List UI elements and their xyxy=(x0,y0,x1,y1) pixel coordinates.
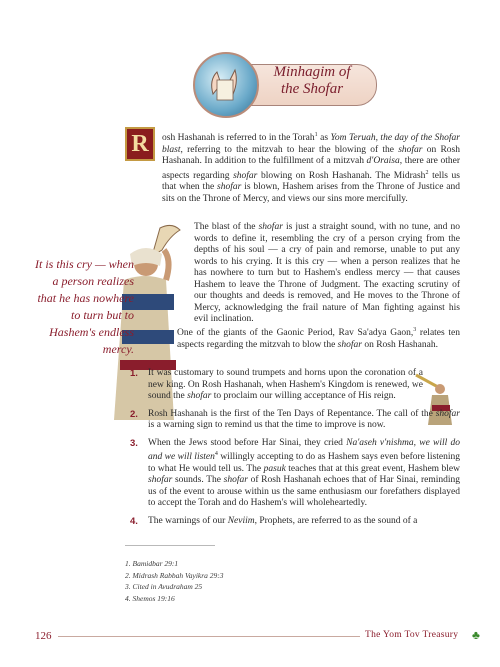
footnote: 3. Cited in Avudraham 25 xyxy=(125,582,203,591)
list-item: 2. Rosh Hashanah is the first of the Ten Days of Repentance. The call of the shofar is a warning sign to remind us that the time to improve is now. xyxy=(130,408,460,430)
chapter-header xyxy=(193,52,379,116)
footnote: 1. Bamidbar 29:1 xyxy=(125,559,179,568)
list-item: 4. The warnings of our Neviim, Prophets, are referred to as the sound of a xyxy=(130,515,418,527)
page-number: 126 xyxy=(35,630,52,642)
clover-icon: ♣ xyxy=(472,628,480,642)
footnote-divider xyxy=(125,545,215,546)
list-item: 1. It was customary to sound trumpets and horns upon the coronation of a new king. On Rosh Hashanah, when Hashem's Kingdom is renewed, we sound the shofar to proclaim our willing acceptance of His reign. xyxy=(130,368,423,401)
footnotes xyxy=(125,558,224,604)
list-item: 3. When the Jews stood before Har Sinai, they cried Na'aseh v'nishma, we will do and we will listen$^4$ willingly accepting to do as Hashem says even before listening to what He would tell us. The pasuk teaches that at this great event, Hashem blew shofar sounds. The shofar of Rosh Hashanah echoes that of Har Sinai, reminding us of the event to arouse within us the same enthusiasm our forefathers displayed to accept the Torah and do Hashem's will wholeheartedly. xyxy=(130,437,460,509)
intro-para-1: osh Hashanah is referred to in the Torah$^1$ as Yom Teruah, the day of the Shofar blast, referring to the mitzvah to hear the blowing of the shofar on Rosh Hashanah. In addition to the fulfillment of a mitzvah d'Oraisa, there are other aspects regarding shofar blowing on Rosh Hashanah. The Midrash$^2$ tells us that when the shofar is blown, Hashem arises from the Throne of Justice and sits on the Throne of Mercy, and views our sins more mercifully. xyxy=(162,132,460,204)
intro-para-2: The blast of the shofar is just a straight sound, with no tune, and no words to define it, resembling the cry of a person crying from the depths of his soul — a cry of pain and remorse, unable to put any words to his crying. It is this cry — when a person realizes that he has nowhere to turn but to Hashem's endless mercy — that causes Hashem to leave the Throne of Judgment. The exacting scrutiny of our thoughts and deeds is removed, and He moves to the Throne of Mercy, acknowledging the frail nature of Man fighting against his evil inclination. xyxy=(194,222,461,324)
footer-divider xyxy=(58,636,360,637)
footnote: 4. Shemos 19:16 xyxy=(125,593,175,603)
chapter-title: Minhagim of the Shofar xyxy=(273,64,351,97)
aspects-list xyxy=(130,368,460,533)
footnote: 2. Midrash Rabbah Vayikra 29:3 xyxy=(125,570,224,580)
book-title: The Yom Tov Treasury xyxy=(365,630,459,640)
intro-para-3: One of the giants of the Gaonic Period, Rav Sa'adya Gaon,$^3$ relates ten aspects regarding the mitzvah to blow the shofar on Rosh Hashanah. xyxy=(177,327,460,350)
pull-quote: It is this cry — when a person realizes that he has nowhere to turn but to Hashem's endless mercy. xyxy=(35,257,134,356)
drop-cap: R xyxy=(125,127,155,161)
